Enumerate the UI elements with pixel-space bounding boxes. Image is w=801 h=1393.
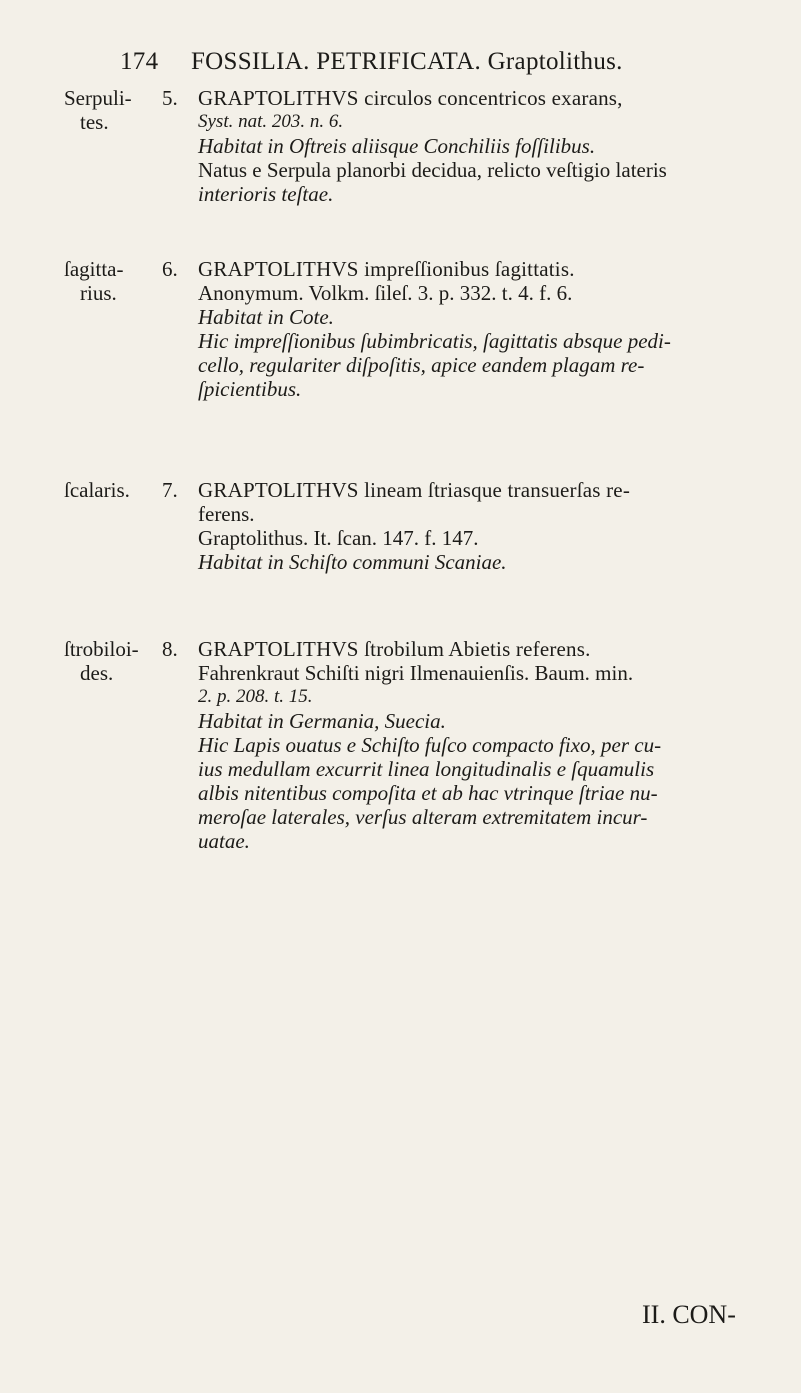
entry-line: meroſae laterales, verſus alteram extremitatem incur- [198, 805, 648, 829]
entry-text [198, 86, 788, 206]
entry-number: 6. [162, 257, 178, 281]
entry-line: interioris teſtae. [198, 182, 334, 206]
entry-text [198, 637, 788, 853]
entry-number: 8. [162, 637, 178, 661]
entry-line: GRAPTOLITHVS circulos concentricos exarans, [198, 86, 623, 110]
margin-label [64, 637, 159, 685]
entry-line: ferens. [198, 502, 255, 526]
running-title: FOSSILIA. PETRIFICATA. Graptolithus. [190, 48, 623, 75]
entry-line: GRAPTOLITHVS lineam ſtriasque transuerſas re- [198, 478, 631, 502]
entry-line: ſpicientibus. [198, 377, 302, 401]
margin-label [64, 478, 159, 502]
entry-line: Syst. nat. 203. n. 6. [198, 111, 344, 132]
margin-label-line: ſagitta- [64, 257, 124, 281]
margin-label-line: ſtrobiloi- [64, 637, 139, 661]
entry-line: Habitat in Schiſto communi Scaniae. [198, 550, 507, 574]
entry-line: GRAPTOLITHVS impreſſionibus ſagittatis. [198, 257, 575, 281]
entry-line: Habitat in Oftreis aliisque Conchiliis foſſilibus. [198, 134, 596, 158]
entry-line: albis nitentibus compoſita et ab hac vtrinque ſtriae nu- [198, 781, 658, 805]
entry-line: Fahrenkraut Schiſti nigri Ilmenauienſis. Baum. min. [198, 661, 634, 685]
margin-label-line: Serpuli- [64, 86, 132, 110]
catchword: II. CON- [642, 1300, 736, 1329]
margin-label [64, 257, 159, 305]
entry-text [198, 257, 788, 401]
margin-label [64, 86, 159, 134]
entry-text [198, 478, 788, 574]
page-number: 174 [120, 48, 159, 75]
entry-line: Habitat in Cote. [198, 305, 334, 329]
entry-line: GRAPTOLITHVS ſtrobilum Abietis referens. [198, 637, 591, 661]
running-header [120, 48, 623, 76]
entry-line: Habitat in Germania, Suecia. [198, 709, 446, 733]
margin-label-line: ſcalaris. [64, 478, 130, 502]
entry-line: Natus e Serpula planorbi decidua, relicto veſtigio lateris [198, 158, 667, 182]
entry-line: ius medullam excurrit linea longitudinalis e ſquamulis [198, 757, 655, 781]
entry-line: cello, regulariter diſpoſitis, apice eandem plagam re- [198, 353, 645, 377]
entry-line: Graptolithus. It. ſcan. 147. f. 147. [198, 526, 479, 550]
margin-label-line: tes. [80, 110, 109, 134]
entry-line: uatae. [198, 829, 250, 853]
entry-line: 2. p. 208. t. 15. [198, 686, 313, 707]
entry-number: 7. [162, 478, 178, 502]
entry-line: Hic Lapis ouatus e Schiſto fuſco compacto fixo, per cu- [198, 733, 662, 757]
margin-label-line: des. [80, 661, 114, 685]
margin-label-line: rius. [80, 281, 117, 305]
entry-line: Hic impreſſionibus ſubimbricatis, ſagittatis absque pedi- [198, 329, 671, 353]
entry-line: Anonymum. Volkm. ſileſ. 3. p. 332. t. 4. f. 6. [198, 281, 573, 305]
entry-number: 5. [162, 86, 178, 110]
